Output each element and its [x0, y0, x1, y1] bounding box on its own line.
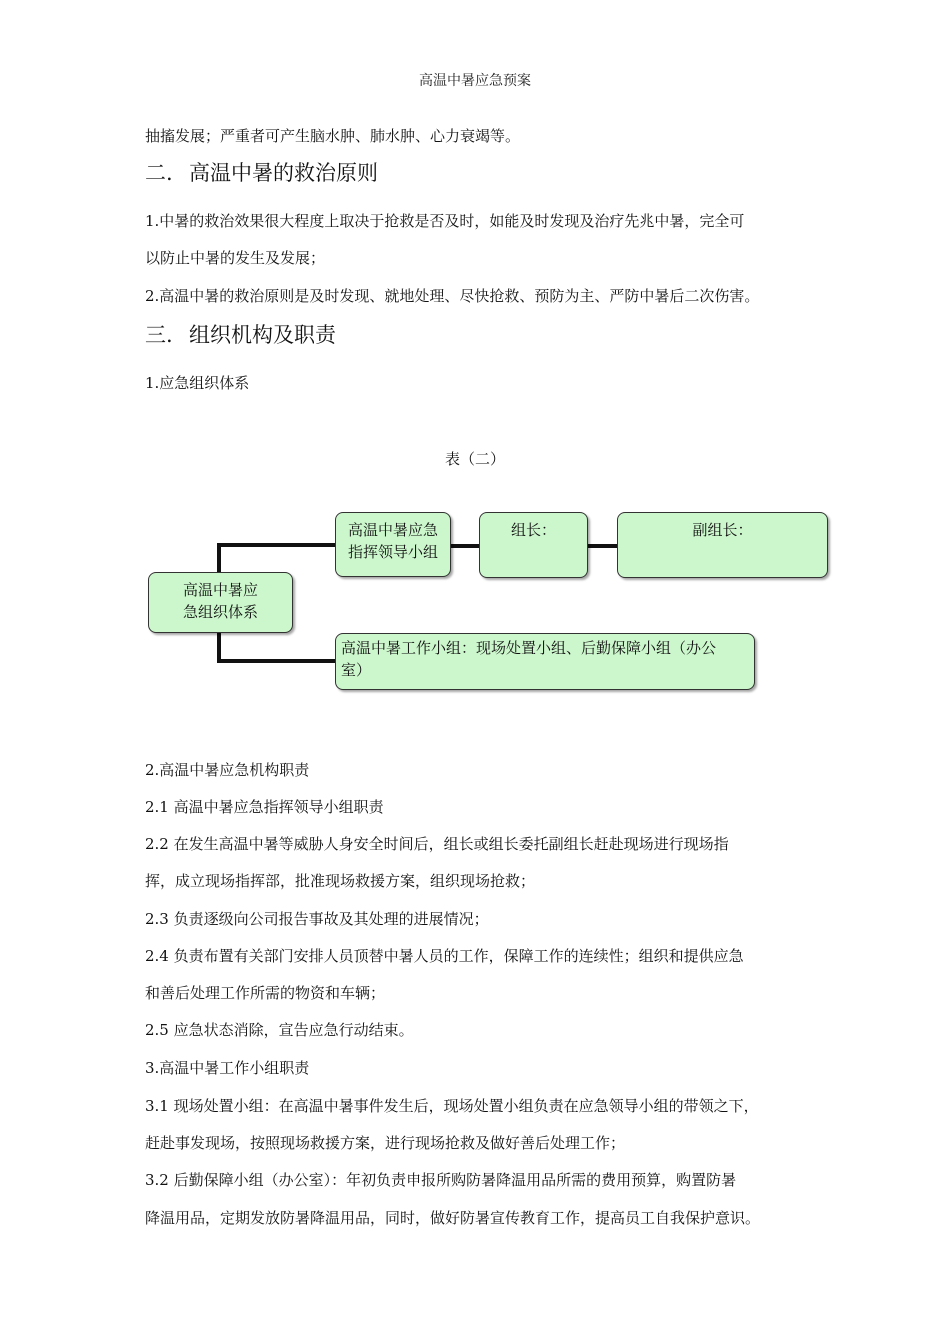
duties-line-0: 2.高温中暑应急机构职责: [145, 761, 310, 779]
duties-line-8: 3.高温中暑工作小组职责: [145, 1059, 310, 1077]
section-2-para-2: 2.高温中暑的救治原则是及时发现、就地处理、尽快抢救、预防为主、严防中暑后二次伤害。: [145, 287, 760, 305]
connector-to-work: [217, 659, 337, 663]
duties-line-12: 降温用品，定期发放防暑降温用品，同时，做好防暑宣传教育工作，提高员工自我保护意识。: [145, 1209, 761, 1227]
duties-line-10: 赶赴事发现场，按照现场救援方案，进行现场抢救及做好善后处理工作；: [145, 1134, 626, 1152]
node-command-leadership-group: [335, 512, 451, 577]
section-3-number: 三.: [145, 323, 173, 347]
section-2-para-1b: 以防止中暑的发生及发展；: [145, 249, 326, 267]
section-3-heading: [145, 322, 336, 348]
node-group-leader: [479, 512, 588, 578]
node-work-group: [335, 633, 755, 690]
diagram-caption: 表（二）: [444, 450, 505, 468]
root-node-line-2: 急组织体系: [182, 603, 258, 621]
root-node-line-1: 高温中暑应: [182, 581, 258, 599]
lead-node-line-1: 高温中暑应急: [347, 521, 438, 539]
duties-line-9: 3.1 现场处置小组：在高温中暑事件发生后，现场处置小组负责在应急领导小组的带领之下，: [145, 1097, 759, 1115]
duties-line-6: 和善后处理工作所需的物资和车辆；: [145, 984, 386, 1002]
node-deputy-leader: [617, 512, 828, 578]
connector-lead-leader: [450, 544, 480, 548]
duties-line-5: 2.4 负责布置有关部门安排人员顶替中暑人员的工作，保障工作的连续性；组织和提供应急: [145, 947, 744, 965]
section-2-number: 二.: [145, 161, 173, 185]
section-3-sub-1: 1.应急组织体系: [145, 374, 250, 392]
lead-node-line-2: 指挥领导小组: [347, 543, 438, 561]
duties-line-11: 3.2 后勤保障小组（办公室）：年初负责申报所购防暑降温用品所需的费用预算，购置防暑: [145, 1171, 737, 1189]
section-3-title: 组织机构及职责: [189, 323, 336, 347]
duties-line-2: 2.2 在发生高温中暑等威胁人身安全时间后，组长或组长委托副组长赶赴现场进行现场指: [145, 835, 729, 853]
page-header: 高温中暑应急预案: [419, 73, 531, 89]
leader-label: 组长：: [510, 521, 556, 539]
deputy-label: 副组长：: [692, 521, 753, 539]
section-2-title: 高温中暑的救治原则: [189, 161, 378, 185]
work-node-line-2: 室）: [341, 661, 372, 679]
section-2-para-1a: 1.中暑的救治效果很大程度上取决于抢救是否及时，如能及时发现及治疗先兆中暑，完全可: [145, 212, 745, 230]
connector-leader-deputy: [588, 544, 618, 548]
connector-to-lead: [217, 543, 337, 547]
work-node-line-1: 高温中暑工作小组：现场处置小组、后勤保障小组（办公: [341, 639, 717, 657]
duties-line-7: 2.5 应急状态消除，宣告应急行动结束。: [145, 1021, 414, 1039]
section-2-heading: [145, 160, 378, 186]
intro-line: 抽搐发展；严重者可产生脑水肿、肺水肿、心力衰竭等。: [145, 127, 521, 145]
duties-line-1: 2.1 高温中暑应急指挥领导小组职责: [145, 798, 384, 816]
duties-line-4: 2.3 负责逐级向公司报告事故及其处理的进展情况；: [145, 910, 489, 928]
root-node-emergency-system: [148, 572, 293, 633]
duties-line-3: 挥，成立现场指挥部，批准现场救援方案，组织现场抢救；: [145, 872, 536, 890]
